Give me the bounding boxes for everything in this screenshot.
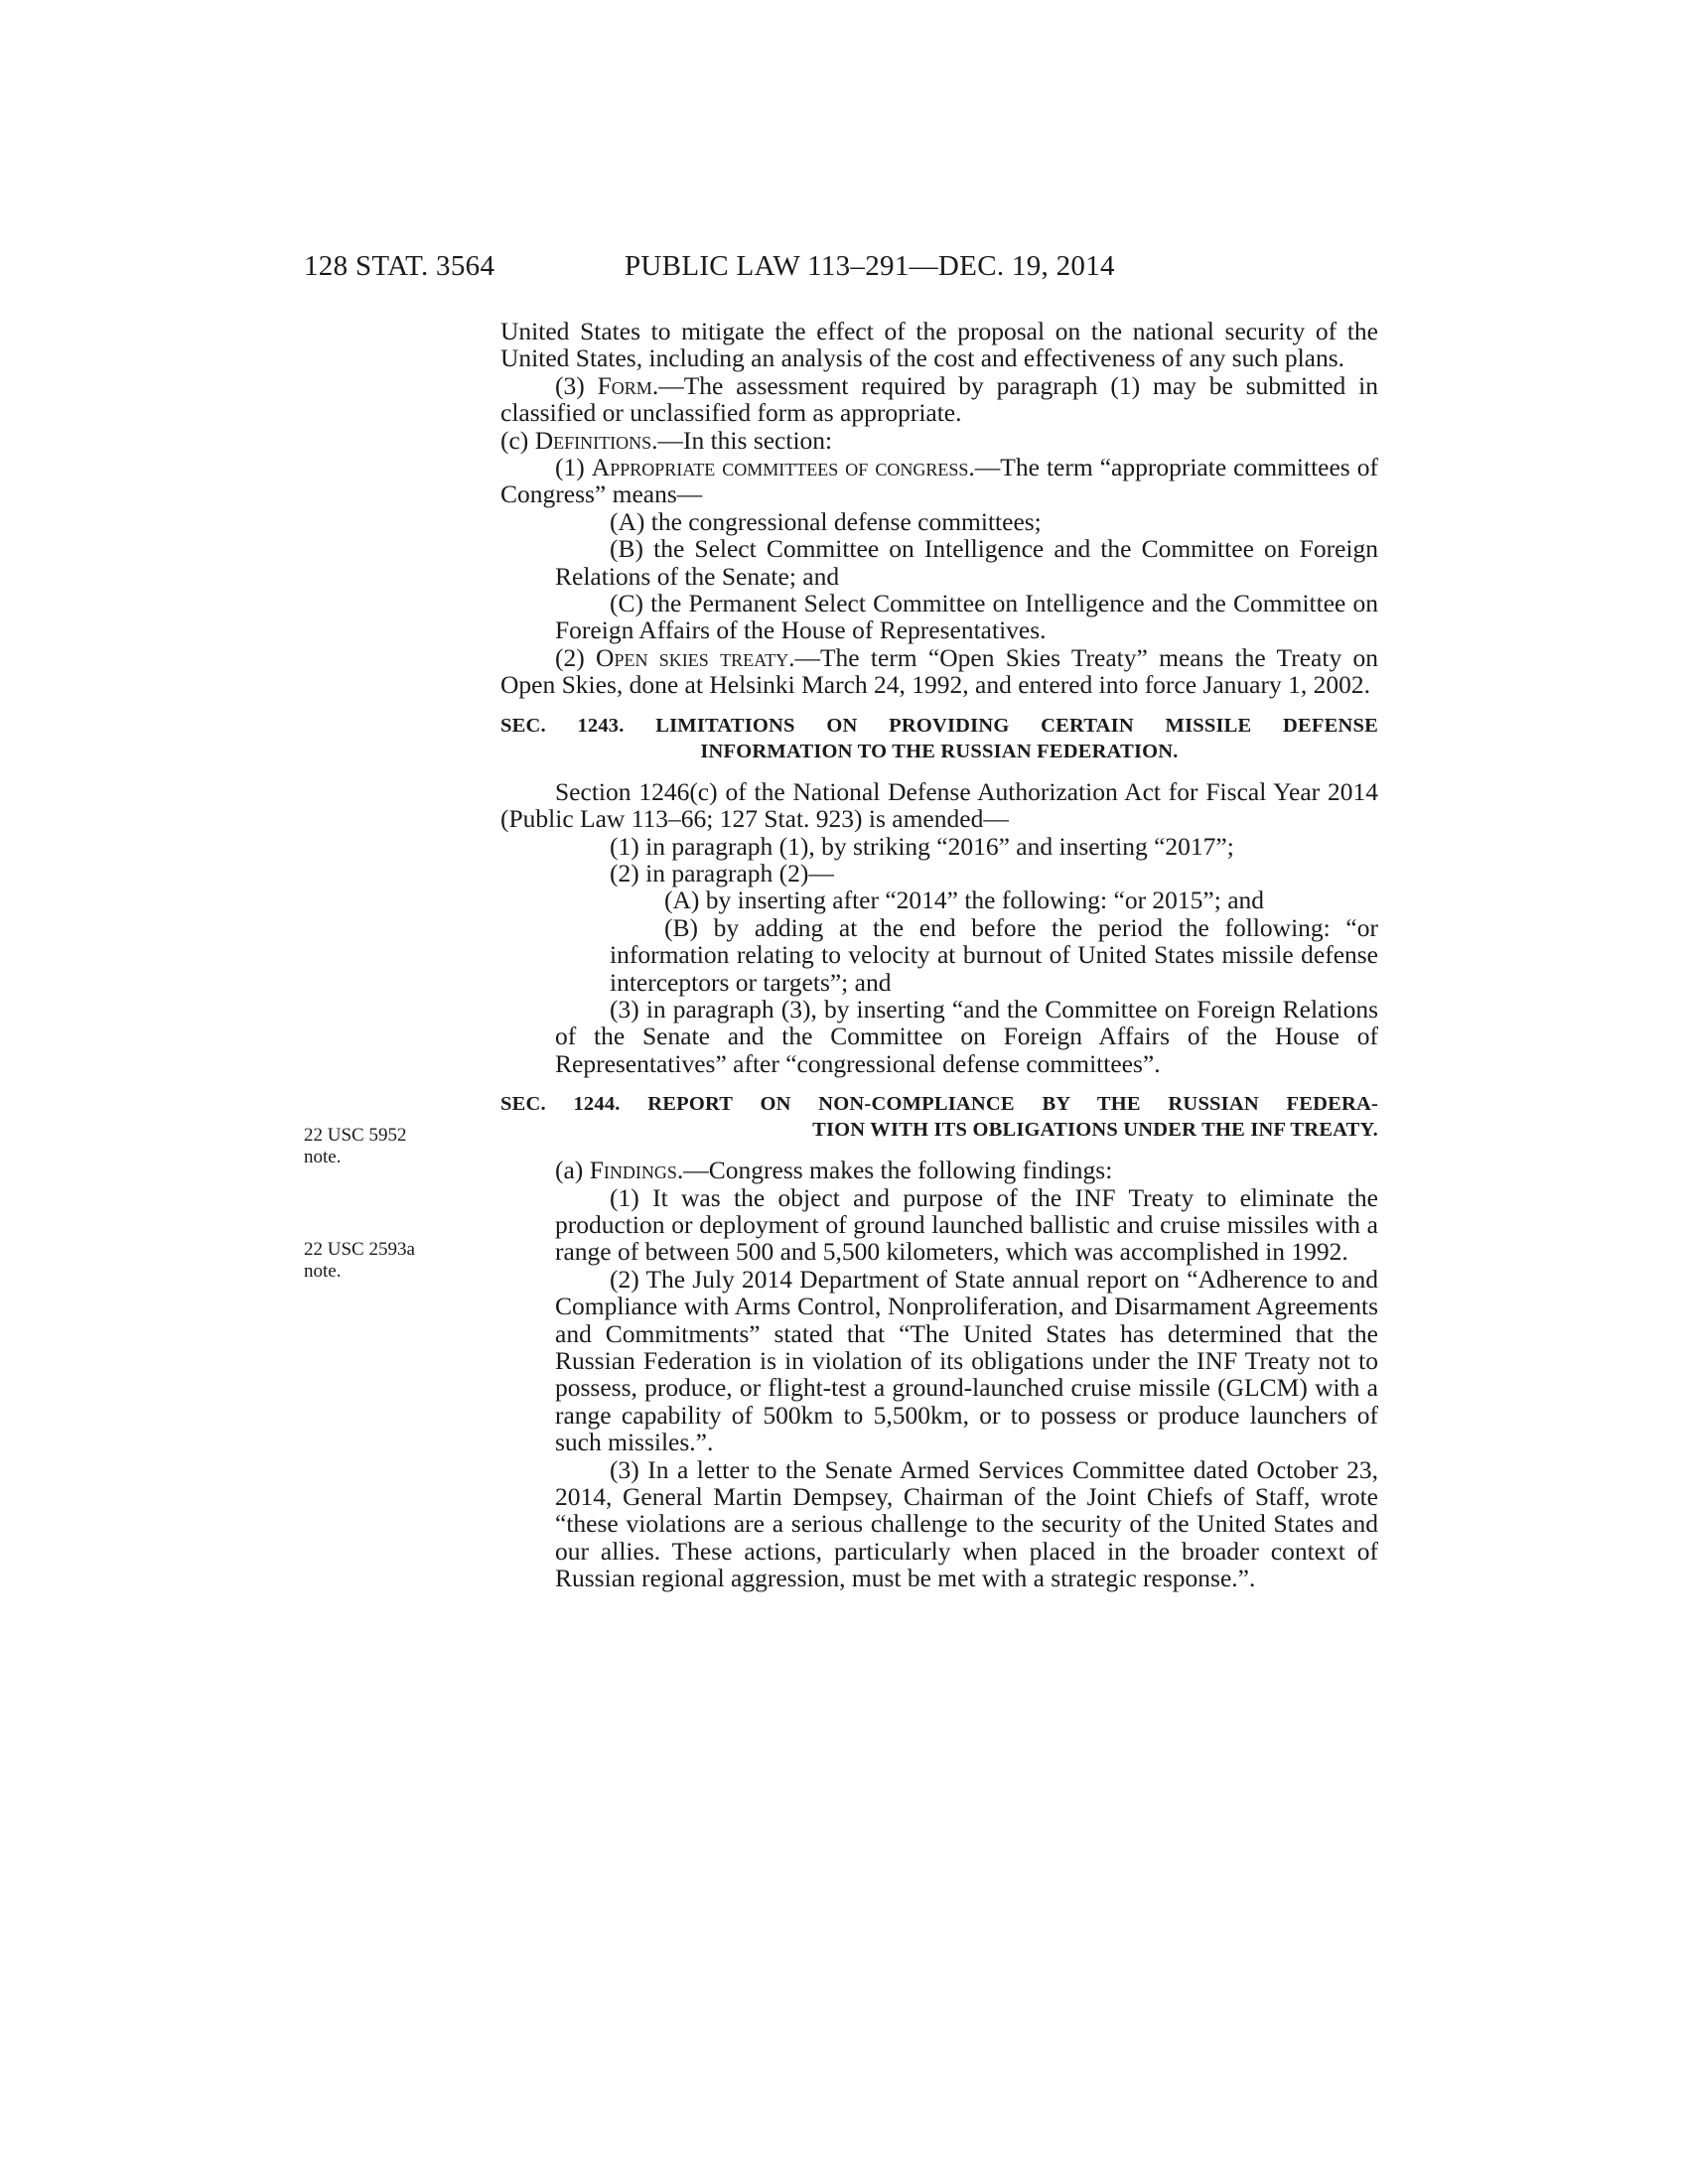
margin-note-suffix: note. xyxy=(304,1147,342,1167)
paragraph-heading: Form xyxy=(597,370,652,400)
paragraph-text: .—The term “Open Skies Treaty” means the Treaty on Open Skies, done at Helsinki March 24, 1992, and entered into force January 1, 2002. xyxy=(500,642,1379,700)
section-1243-paragraph-3: (3) in paragraph (3), by inserting “and the Committee on Foreign Relations of the Senate and the Committee on Foreign Affairs of the House of Representatives” after “congressional defense committees”. xyxy=(555,994,1378,1078)
paragraph-c2-open-skies xyxy=(500,644,1378,699)
margin-note-sec-1244 xyxy=(304,1239,453,1283)
paragraph-number: (2) xyxy=(555,642,597,672)
finding-3: (3) In a letter to the Senate Armed Services Committee dated October 23, 2014, General Martin Dempsey, Chairman of the Joint Chiefs of Staff, wrote “these violations are a serious challenge to the security of the United States and our allies. These actions, particularly when placed in the broader context of Russian regional aggression, must be met with a strategic response.”. xyxy=(555,1454,1378,1593)
section-heading-line: TION WITH ITS OBLIGATIONS UNDER THE INF TREATY. xyxy=(812,1119,1378,1142)
subparagraph-c1A: (A) the congressional defense committees; xyxy=(610,506,1042,536)
section-1243-paragraph-2: (2) in paragraph (2)— xyxy=(610,858,834,887)
finding-2: (2) The July 2014 Department of State annual report on “Adherence to and Compliance with Arms Control, Nonproliferation, and Disarmament Agreements and Commitments” stated that “The United States has determined that the Russian Federation is in violation of its obligations under the INF Treaty not to possess, produce, or flight-test a ground-launched cruise missile (GLCM) with a range capability of 500km to 5,500km, or to possess or produce launchers of such missiles.”. xyxy=(555,1264,1378,1457)
finding-1: (1) It was the object and purpose of the INF Treaty to eliminate the production or deployment of ground launched ballistic and cruise missiles with a range of between 500 and 5,500 kilometers, which was accomplished in 1992. xyxy=(555,1182,1378,1267)
subsection-heading: Definitions xyxy=(534,425,652,455)
paragraph-text: .—The assessment required by paragraph (1) may be submitted in classified or unclassified form as appropriate. xyxy=(500,370,1378,428)
section-heading-line: SEC. 1243. LIMITATIONS ON PROVIDING CERTAIN MISSILE DEFENSE xyxy=(500,714,1378,737)
section-1243-subparagraph-A: (A) by inserting after “2014” the following: “or 2015”; and xyxy=(664,886,1265,915)
subsection-letter: (c) xyxy=(500,425,535,455)
section-1243-paragraph-1: (1) in paragraph (1), by striking “2016” and inserting “2017”; xyxy=(610,831,1234,861)
subsection-heading: Findings xyxy=(589,1156,677,1185)
section-heading-line: INFORMATION TO THE RUSSIAN FEDERATION. xyxy=(700,740,1179,762)
margin-note-sec-1243 xyxy=(304,1125,453,1168)
subsection-c-definitions xyxy=(500,427,1378,454)
section-heading-line: SEC. 1244. REPORT ON NON-COMPLIANCE BY THE RUSSIAN FEDERA- xyxy=(500,1093,1378,1116)
statute-page-reference: 128 STAT. 3564 xyxy=(304,250,495,282)
section-1243-intro: Section 1246(c) of the National Defense Authorization Act for Fiscal Year 2014 (Public Law 113–66; 127 Stat. 923) is amended— xyxy=(500,776,1378,834)
statute-body xyxy=(500,318,1378,1592)
paragraph-c1-committees xyxy=(500,454,1378,508)
subsection-letter: (a) xyxy=(555,1156,590,1185)
paragraph-text: .—The term “appropriate committees of Congress” means— xyxy=(500,453,1379,509)
margin-note-suffix: note. xyxy=(304,1261,342,1282)
paragraph-b3-form xyxy=(500,372,1378,427)
section-1243-subparagraph-B: (B) by adding at the end before the period the following: “or information relating to velocity at burnout of United States missile defense interceptors or targets”; and xyxy=(610,912,1378,997)
page-header xyxy=(0,250,1688,290)
section-1244-heading xyxy=(500,1091,1378,1143)
margin-note-citation: 22 USC 5952 xyxy=(304,1125,407,1146)
paragraph-number: (1) xyxy=(555,453,592,482)
margin-note-citation: 22 USC 2593a xyxy=(304,1239,415,1260)
subparagraph-c1C: (C) the Permanent Select Committee on Intelligence and the Committee on Foreign Affairs of the House of Representatives. xyxy=(555,589,1378,645)
subparagraph-c1B: (B) the Select Committee on Intelligence and the Committee on Foreign Relations of the Senate; and xyxy=(555,534,1378,591)
paragraph-number: (3) xyxy=(555,370,598,400)
subsection-text: .—Congress makes the following findings: xyxy=(676,1156,1113,1185)
paragraph-continuation: United States to mitigate the effect of the proposal on the national security of the United States, including an analysis of the cost and effectiveness of any such plans. xyxy=(500,317,1378,373)
paragraph-heading: Appropriate committees of congress xyxy=(591,453,969,482)
subsection-a-findings xyxy=(500,1157,1378,1183)
public-law-title: PUBLIC LAW 113–291—DEC. 19, 2014 xyxy=(625,250,1115,282)
section-1243-heading xyxy=(500,713,1378,764)
paragraph-heading: Open skies treaty xyxy=(596,642,789,672)
subsection-text: .—In this section: xyxy=(651,425,833,455)
